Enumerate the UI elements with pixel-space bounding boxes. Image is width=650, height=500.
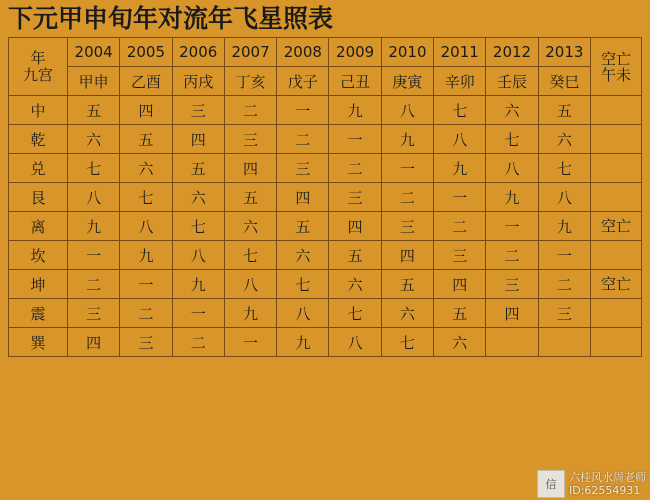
cell-qian-2008: 二 bbox=[277, 125, 329, 154]
cell-kan-2007: 七 bbox=[224, 241, 276, 270]
table-header-stembranch-row bbox=[9, 67, 642, 96]
cell-zhen-2005: 二 bbox=[120, 299, 172, 328]
watermark-id: ID:62554931 bbox=[569, 484, 641, 497]
cell-dui-2007: 四 bbox=[224, 154, 276, 183]
cell-qian-2004: 六 bbox=[68, 125, 120, 154]
cell-gen-2007: 五 bbox=[224, 183, 276, 212]
cell-kan-2012: 二 bbox=[486, 241, 538, 270]
cell-zhen-2009: 七 bbox=[329, 299, 381, 328]
cell-zhen-2006: 一 bbox=[172, 299, 224, 328]
cell-dui-2006: 五 bbox=[172, 154, 224, 183]
column-year-2008: 2008 bbox=[277, 38, 329, 67]
cell-qian-2007: 三 bbox=[224, 125, 276, 154]
cell-li-2005: 八 bbox=[120, 212, 172, 241]
cell-kun-2012: 三 bbox=[486, 270, 538, 299]
cell-xun-2007: 一 bbox=[224, 328, 276, 357]
header-corner-cell bbox=[9, 38, 68, 96]
cell-zhen-kongwang bbox=[591, 299, 642, 328]
palace-label-zhong: 中 bbox=[9, 96, 68, 125]
cell-dui-2013: 七 bbox=[538, 154, 590, 183]
column-stembranch-2008: 戊子 bbox=[277, 67, 329, 96]
cell-qian-2009: 一 bbox=[329, 125, 381, 154]
corner-label-year: 年 bbox=[30, 48, 46, 67]
cell-kan-2006: 八 bbox=[172, 241, 224, 270]
column-year-2005: 2005 bbox=[120, 38, 172, 67]
watermark-text bbox=[569, 471, 646, 497]
cell-zhong-2012: 六 bbox=[486, 96, 538, 125]
corner-label-jiugong: 九宫 bbox=[22, 65, 53, 84]
cell-li-2004: 九 bbox=[68, 212, 120, 241]
column-year-2013: 2013 bbox=[538, 38, 590, 67]
palace-label-kun: 坤 bbox=[9, 270, 68, 299]
cell-kan-2005: 九 bbox=[120, 241, 172, 270]
cell-kan-2011: 三 bbox=[434, 241, 486, 270]
page-title: 下元甲申旬年对流年飞星照表 bbox=[8, 4, 334, 33]
cell-xun-2010: 七 bbox=[381, 328, 433, 357]
column-stembranch-2005: 乙酉 bbox=[120, 67, 172, 96]
cell-kun-2013: 二 bbox=[538, 270, 590, 299]
cell-qian-2013: 六 bbox=[538, 125, 590, 154]
table-row bbox=[9, 96, 642, 125]
cell-kun-2005: 一 bbox=[120, 270, 172, 299]
watermark-author: 六桂风水周老师 bbox=[569, 471, 646, 484]
table-header-year-row bbox=[9, 38, 642, 67]
cell-li-2006: 七 bbox=[172, 212, 224, 241]
cell-kan-2013: 一 bbox=[538, 241, 590, 270]
cell-gen-2012: 九 bbox=[486, 183, 538, 212]
table-row bbox=[9, 125, 642, 154]
cell-xun-2012 bbox=[486, 328, 538, 357]
column-year-2011: 2011 bbox=[434, 38, 486, 67]
column-stembranch-2006: 丙戌 bbox=[172, 67, 224, 96]
cell-kan-2008: 六 bbox=[277, 241, 329, 270]
column-year-2009: 2009 bbox=[329, 38, 381, 67]
table-row bbox=[9, 183, 642, 212]
cell-zhong-2011: 七 bbox=[434, 96, 486, 125]
palace-label-xun: 巽 bbox=[9, 328, 68, 357]
kongwang-label: 空亡 bbox=[600, 49, 631, 68]
cell-qian-2006: 四 bbox=[172, 125, 224, 154]
cell-kan-2004: 一 bbox=[68, 241, 120, 270]
cell-dui-2011: 九 bbox=[434, 154, 486, 183]
column-stembranch-2011: 辛卯 bbox=[434, 67, 486, 96]
cell-gen-2008: 四 bbox=[277, 183, 329, 212]
palace-label-dui: 兑 bbox=[9, 154, 68, 183]
palace-label-kan: 坎 bbox=[9, 241, 68, 270]
cell-gen-2011: 一 bbox=[434, 183, 486, 212]
table-row bbox=[9, 212, 642, 241]
cell-li-2009: 四 bbox=[329, 212, 381, 241]
cell-qian-kongwang bbox=[591, 125, 642, 154]
cell-li-2008: 五 bbox=[277, 212, 329, 241]
cell-zhen-2011: 五 bbox=[434, 299, 486, 328]
cell-gen-2009: 三 bbox=[329, 183, 381, 212]
cell-xun-2005: 三 bbox=[120, 328, 172, 357]
cell-xun-2013 bbox=[538, 328, 590, 357]
cell-gen-kongwang bbox=[591, 183, 642, 212]
column-year-2007: 2007 bbox=[224, 38, 276, 67]
column-stembranch-2009: 己丑 bbox=[329, 67, 381, 96]
cell-zhong-2013: 五 bbox=[538, 96, 590, 125]
palace-label-li: 离 bbox=[9, 212, 68, 241]
table-row bbox=[9, 154, 642, 183]
cell-zhong-2005: 四 bbox=[120, 96, 172, 125]
cell-zhong-2009: 九 bbox=[329, 96, 381, 125]
cell-kun-2009: 六 bbox=[329, 270, 381, 299]
cell-gen-2004: 八 bbox=[68, 183, 120, 212]
cell-zhong-2006: 三 bbox=[172, 96, 224, 125]
cell-zhen-2012: 四 bbox=[486, 299, 538, 328]
cell-zhen-2010: 六 bbox=[381, 299, 433, 328]
header-kongwang-cell bbox=[591, 38, 642, 96]
cell-kan-2010: 四 bbox=[381, 241, 433, 270]
cell-zhong-2007: 二 bbox=[224, 96, 276, 125]
cell-dui-2008: 三 bbox=[277, 154, 329, 183]
cell-zhong-2004: 五 bbox=[68, 96, 120, 125]
cell-xun-2011: 六 bbox=[434, 328, 486, 357]
table-row bbox=[9, 270, 642, 299]
cell-dui-2009: 二 bbox=[329, 154, 381, 183]
column-year-2012: 2012 bbox=[486, 38, 538, 67]
watermark-logo-icon: 信 bbox=[537, 470, 565, 498]
column-year-2010: 2010 bbox=[381, 38, 433, 67]
cell-dui-2010: 一 bbox=[381, 154, 433, 183]
cell-kan-kongwang bbox=[591, 241, 642, 270]
cell-xun-kongwang bbox=[591, 328, 642, 357]
cell-li-2011: 二 bbox=[434, 212, 486, 241]
cell-qian-2012: 七 bbox=[486, 125, 538, 154]
cell-zhong-2010: 八 bbox=[381, 96, 433, 125]
table-row bbox=[9, 328, 642, 357]
column-stembranch-2013: 癸巳 bbox=[538, 67, 590, 96]
palace-label-qian: 乾 bbox=[9, 125, 68, 154]
cell-kun-2004: 二 bbox=[68, 270, 120, 299]
table-body bbox=[9, 38, 642, 357]
cell-zhong-kongwang bbox=[591, 96, 642, 125]
table-row bbox=[9, 241, 642, 270]
cell-dui-2005: 六 bbox=[120, 154, 172, 183]
cell-zhen-2008: 八 bbox=[277, 299, 329, 328]
cell-kun-2007: 八 bbox=[224, 270, 276, 299]
cell-qian-2005: 五 bbox=[120, 125, 172, 154]
column-stembranch-2010: 庚寅 bbox=[381, 67, 433, 96]
cell-qian-2010: 九 bbox=[381, 125, 433, 154]
cell-xun-2006: 二 bbox=[172, 328, 224, 357]
column-stembranch-2007: 丁亥 bbox=[224, 67, 276, 96]
cell-dui-kongwang bbox=[591, 154, 642, 183]
column-stembranch-2012: 壬辰 bbox=[486, 67, 538, 96]
cell-li-2010: 三 bbox=[381, 212, 433, 241]
watermark bbox=[537, 470, 646, 498]
cell-li-kongwang: 空亡 bbox=[591, 212, 642, 241]
palace-label-gen: 艮 bbox=[9, 183, 68, 212]
cell-dui-2012: 八 bbox=[486, 154, 538, 183]
kongwang-branches: 午未 bbox=[600, 65, 631, 84]
cell-xun-2004: 四 bbox=[68, 328, 120, 357]
cell-li-2012: 一 bbox=[486, 212, 538, 241]
cell-xun-2008: 九 bbox=[277, 328, 329, 357]
cell-kun-2010: 五 bbox=[381, 270, 433, 299]
cell-zhong-2008: 一 bbox=[277, 96, 329, 125]
cell-zhen-2004: 三 bbox=[68, 299, 120, 328]
cell-dui-2004: 七 bbox=[68, 154, 120, 183]
column-year-2006: 2006 bbox=[172, 38, 224, 67]
cell-qian-2011: 八 bbox=[434, 125, 486, 154]
cell-xun-2009: 八 bbox=[329, 328, 381, 357]
palace-label-zhen: 震 bbox=[9, 299, 68, 328]
column-stembranch-2004: 甲申 bbox=[68, 67, 120, 96]
cell-gen-2006: 六 bbox=[172, 183, 224, 212]
cell-li-2013: 九 bbox=[538, 212, 590, 241]
cell-li-2007: 六 bbox=[224, 212, 276, 241]
column-year-2004: 2004 bbox=[68, 38, 120, 67]
cell-kun-kongwang: 空亡 bbox=[591, 270, 642, 299]
cell-kan-2009: 五 bbox=[329, 241, 381, 270]
table-row bbox=[9, 299, 642, 328]
cell-gen-2005: 七 bbox=[120, 183, 172, 212]
cell-zhen-2007: 九 bbox=[224, 299, 276, 328]
cell-gen-2010: 二 bbox=[381, 183, 433, 212]
cell-gen-2013: 八 bbox=[538, 183, 590, 212]
cell-zhen-2013: 三 bbox=[538, 299, 590, 328]
cell-kun-2008: 七 bbox=[277, 270, 329, 299]
flying-star-table bbox=[8, 37, 642, 357]
cell-kun-2011: 四 bbox=[434, 270, 486, 299]
cell-kun-2006: 九 bbox=[172, 270, 224, 299]
